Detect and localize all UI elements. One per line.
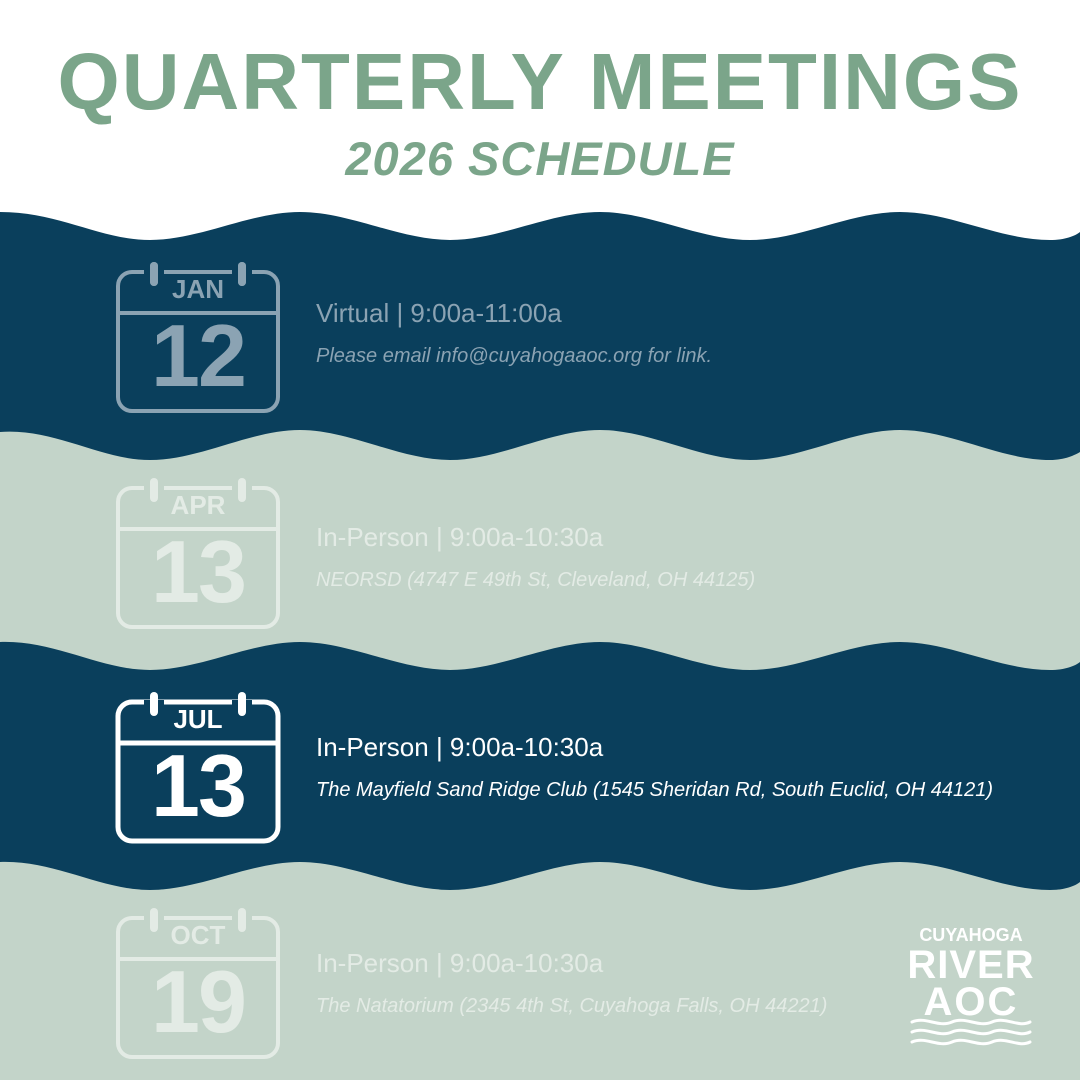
meeting-info-jan: [316, 300, 1056, 366]
logo-line-2: RIVER: [907, 943, 1035, 987]
meeting-location: Please email info@cuyahogaaoc.org for link.: [316, 345, 713, 367]
calendar-icon-oct: [114, 906, 282, 1061]
cuyahoga-river-aoc-logo: [906, 922, 1036, 1052]
calendar-icon-apr: [114, 476, 282, 631]
meeting-location: The Mayfield Sand Ridge Club (1545 Sheridan Rd, South Euclid, OH 44121): [316, 779, 994, 801]
calendar-month: OCT: [170, 920, 226, 950]
meeting-format-time: In-Person | 9:00a-10:30a: [316, 522, 604, 552]
calendar-month: JUL: [173, 704, 223, 734]
calendar-day: 13: [151, 522, 245, 621]
meeting-info-jul: [316, 734, 1056, 800]
logo-waves-icon: [906, 1016, 1036, 1046]
meeting-format-time: In-Person | 9:00a-10:30a: [316, 732, 604, 762]
logo-line-1: CUYAHOGA: [919, 925, 1023, 945]
meeting-location: NEORSD (4747 E 49th St, Cleveland, OH 44125): [316, 569, 756, 591]
logo-line-3: AOC: [923, 980, 1019, 1024]
calendar-icon-jan: [114, 260, 282, 415]
meeting-format-time: In-Person | 9:00a-10:30a: [316, 948, 604, 978]
meeting-format-time: Virtual | 9:00a-11:00a: [316, 298, 562, 328]
calendar-day: 19: [151, 952, 245, 1051]
calendar-month: APR: [170, 490, 226, 520]
page-subtitle: 2026 SCHEDULE: [345, 132, 735, 185]
calendar-day: 13: [151, 736, 245, 835]
calendar-icon-jul: [114, 690, 282, 845]
calendar-day: 12: [151, 306, 245, 405]
meeting-location: The Natatorium (2345 4th St, Cuyahoga Falls, OH 44221): [316, 995, 828, 1017]
page-title: QUARTERLY MEETINGS: [57, 37, 1023, 126]
calendar-month: JAN: [171, 274, 224, 304]
meeting-info-apr: [316, 524, 1056, 590]
